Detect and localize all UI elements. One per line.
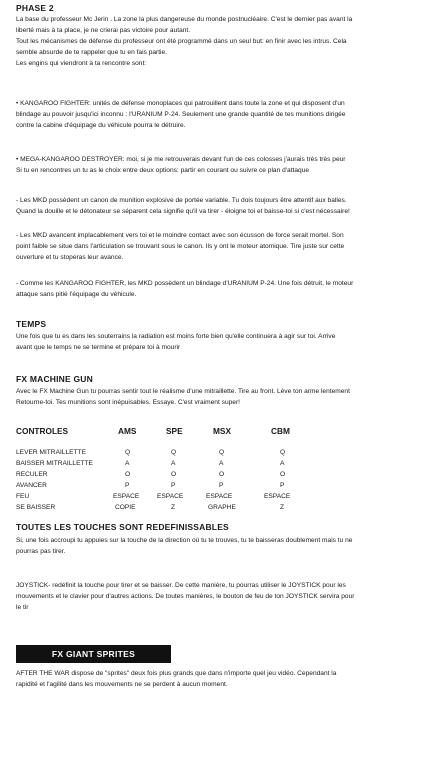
fx-machine-gun-title: FX MACHINE GUN — [16, 374, 93, 384]
table-row: BAISSER MITRAILLETTE A A A A — [16, 460, 285, 467]
mega-kangaroo-paragraph: • MEGA-KANGAROO DESTROYER: moi, si je me retrouverais devant l'un de ces colosses j'aurais très très peur Si tu en rencontres un tu as le choix entre deux options: partir en courant ou suivre ce plan d'attaque — [16, 156, 346, 175]
phase2-intro: La base du professeur Mc Jerin . La zone la plus dangereuse du monde postnucléaire. C'est le dernier pas avant la liberté mais à ta place, je ne crierai pas victoire pour autant. Tout les mécanismes de défense du professeur ont été programmé dans un seul but: en finir avec les intrus. Cela semble absurde de te rappeler que tu en fais partie. Les engins qui viendront à ta rencontre sont: — [16, 16, 353, 68]
ams-header: AMS — [118, 426, 137, 436]
spe-header: SPE — [166, 426, 183, 436]
fx-giant-sprites-banner: FX GIANT SPRITES — [16, 645, 171, 663]
temps-paragraph: Une fois que tu es dans les souterrains la radiation est moins forte bien qu'elle continuera à agir sur toi. Arrive avant que le temps ne se termine et prépare toi à mourir — [16, 333, 336, 352]
fx-giant-sprites-paragraph: AFTER THE WAR dispose de "sprites" deux fois plus grands que dans n'importe quel jeu vidéo. Cependant la rapidité et l'agilité dans les mouvements ne se perdent à aucun moment. — [16, 670, 337, 689]
table-row: SE BAISSER COPIE Z GRAPHE Z — [16, 504, 285, 511]
joystick-paragraph: JOYSTICK- redéfinit la touche pour tirer et se baisser. De cette manière, tu pourras utiliser le JOYSTICK pour les mouvements et le clavier pour d'autres actions. De toutes manières, le bouton de feu de ton JOYSTICK servira pour le tir — [16, 582, 355, 612]
table-row: FEU ESPACE ESPACE ESPACE ESPACE — [16, 493, 291, 500]
mkd-armor-paragraph: - Comme les KANGAROO FIGHTER, les MKD possèdent un blindage d'URANIUM P-24. Une fois détruit, le moteur attaque sans pitié l'équipage du véhicule. — [16, 280, 354, 299]
mkd-cannon-paragraph: - Les MKD possèdent un canon de munition explosive de portée variable. Tu dois toujours être attentif aux balles. Quand la douille et le détonateur se séparent cela signifie qu'il va tirer - éloigne toi et baisse-toi si c'est nécessaire! — [16, 197, 350, 216]
kangaroo-fighter-paragraph: • KANGAROO FIGHTER: unités de défense monoplaces qui patrouillent dans toute la zone et qui disposent d'un blindage au pouvoir jusqu'ici inconnu : l'URANIUM P-24. Seulement une grande quantité de tes munitions dirigée contre la cabine d'équipage du véhicule pourra le détruire. — [16, 100, 346, 130]
redefinable-keys-title: TOUTES LES TOUCHES SONT REDEFINISSABLES — [16, 522, 229, 532]
msx-header: MSX — [213, 426, 231, 436]
table-row: AVANCER P P P P — [16, 482, 285, 489]
mkd-advance-paragraph: - Les MKD avancent implacablement vers toi et le moindre contact avec son écusson de force serait mortel. Son point faible se situe dans l'articulation se trouvant sous le canon. Ils y ont le moteur atomique. Tire juste sur cette ouverture et tu stoperas leur avance. — [16, 232, 345, 262]
redefinable-keys-paragraph: Si, une fois accroupi tu appuies sur la touche de la direction où tu te trouves, tu te baisseras doublement mais tu ne pourras pas tirer. — [16, 537, 353, 556]
controls-header-row — [16, 426, 416, 437]
temps-title: TEMPS — [16, 319, 47, 329]
phase2-title: PHASE 2 — [16, 3, 54, 13]
controls-header: CONTROLES — [16, 426, 69, 436]
fx-machine-gun-paragraph: Avec le FX Machine Gun tu pourras sentir tout le réalisme d'une mitraillette. Tire au front. Lève ton arme lentement Retourne-toi. Tes munitions sont inépuisables. Essaye. C'est vraiment super! — [16, 388, 350, 407]
table-row: LEVER MITRAILLETTE Q Q Q Q — [16, 449, 286, 456]
cbm-header: CBM — [271, 426, 290, 436]
table-row: RECULER O O O O — [16, 471, 286, 478]
